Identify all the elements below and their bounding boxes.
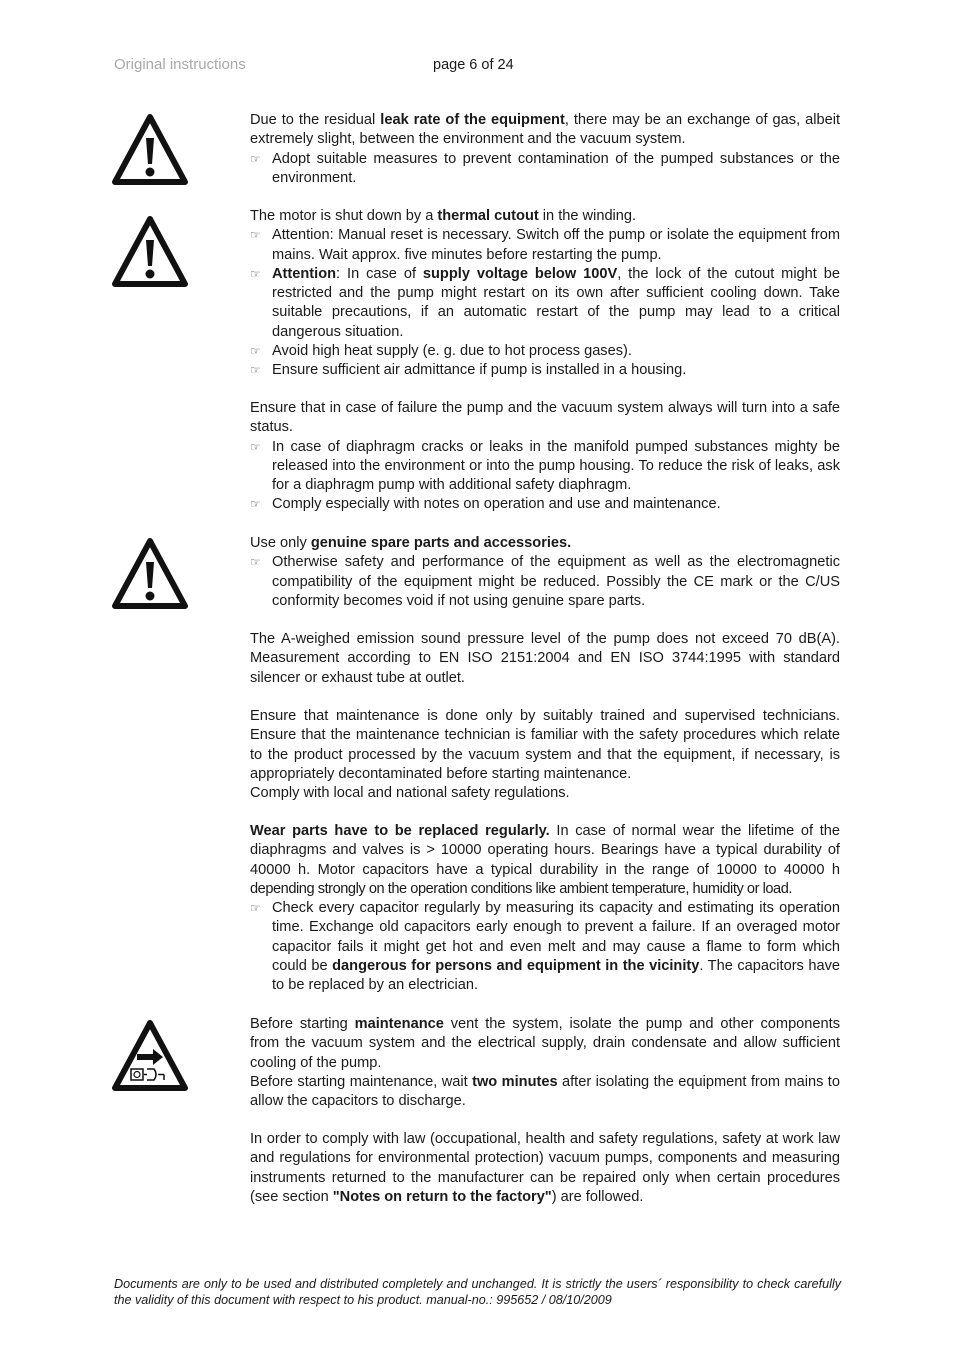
bullet-item: ☞ Comply especially with notes on operation and use and maintenance. (250, 495, 840, 514)
bullet-item: ☞ In case of diaphragm cracks or leaks in the manifold pumped substances mighty be released into the environment or into the pump housing. To reduce the risk of leaks, ask for a diaphragm pump with additional safety diaphragm. (250, 438, 840, 494)
section-failure-safety (250, 399, 840, 515)
pointing-hand-icon: ☞ (250, 344, 261, 359)
section-wear-parts (250, 822, 840, 996)
paragraph: The motor is shut down by a thermal cutout in the winding. (250, 208, 637, 224)
pointing-hand-icon: ☞ (250, 439, 261, 454)
bullet-item: ☞ Otherwise safety and performance of the equipment as well as the electromagnetic compatibility of the equipment might be reduced. Possibly the CE mark or the C/US conformity becomes void if not using genuine spare parts. (250, 554, 840, 609)
paragraph: Comply with local and national safety regulations. (250, 785, 570, 802)
bullet-item: ☞ Ensure sufficient air admittance if pump is installed in a housing. (250, 361, 840, 380)
paragraph: Ensure that maintenance is done only by suitably trained and supervised technicians. Ensure that the maintenance technician is familiar with the safety procedures which relate to the product processed by the vacuum system and that the equipment, if necessary, is appropriately decontaminated before starting maintenance. (250, 708, 840, 782)
paragraph: Use only genuine spare parts and accessories. (250, 535, 572, 551)
paragraph: The A-weighed emission sound pressure level of the pump does not exceed 70 dB(A). Measurement according to EN ISO 2151:2004 and EN ISO 3744:1995 with standard silencer or exhaust tube at outlet. (250, 631, 840, 686)
paragraph: Before starting maintenance vent the system, isolate the pump and other components from the vacuum system and the electrical supply, drain condensate and allow sufficient cooling of the pump. (250, 1016, 841, 1071)
pointing-hand-icon: ☞ (250, 555, 261, 570)
section-before-maintenance (250, 1015, 840, 1111)
warning-triangle-icon (110, 536, 190, 612)
paragraph: Ensure that in case of failure the pump and the vacuum system always will turn into a safe status. (250, 400, 840, 436)
bullet-item: ☞ Attention: Manual reset is necessary. Switch off the pump or isolate the equipment from mains. Wait approx. five minutes before restarting the pump. (250, 227, 840, 263)
paragraph: In order to comply with law (occupational, health and safety regulations, safety at work law and regulations for environmental protection) vacuum pumps, components and measuring instruments returned to the manufacturer can be repaired only when certain procedures (see section "Notes on return to the factory") are followed. (250, 1131, 840, 1205)
bullet-item: ☞ Adopt suitable measures to prevent contamination of the pumped substances or the environment. (250, 150, 840, 186)
section-sound-pressure (250, 630, 840, 688)
section-spare-parts (250, 534, 840, 611)
section-return-procedure (250, 1130, 840, 1207)
section-leak-rate (250, 111, 840, 188)
page-number: page 6 of 24 (433, 57, 514, 73)
section-maintenance-staff (250, 707, 840, 803)
pointing-hand-icon: ☞ (250, 363, 261, 378)
pointing-hand-icon: ☞ (250, 228, 261, 243)
footer-disclaimer: Documents are only to be used and distributed completely and unchanged. It is strictly the users´ responsibility to check carefully the validity of this document with respect to his product. manual-no.: 995652 / 08/10/2009 (114, 1277, 841, 1307)
bullet-item: ☞ Attention: In case of supply voltage below 100V, the lock of the cutout might be restricted and the pump might restart on its own after sufficient cooling down. Take suitable precautions, if an automatic restart of the pump may lead to a critical dangerous situation. (250, 265, 840, 340)
bullet-item: ☞ Check every capacitor regularly by measuring its capacity and estimating its operation time. Exchange old capacitors early enough to prevent a failure. If an overaged motor capacitor fails it might get hot and even melt and may cause a flame to form which could be dangerous for persons and equipment in the vicinity. The capacitors have to be replaced by an electrician. (250, 900, 841, 994)
warning-triangle-icon (110, 112, 190, 188)
warning-triangle-icon (110, 214, 190, 290)
pointing-hand-icon: ☞ (250, 151, 261, 166)
pointing-hand-icon: ☞ (250, 266, 261, 281)
paragraph: Before starting maintenance, wait two minutes after isolating the equipment from mains to allow the capacitors to discharge. (250, 1073, 840, 1110)
bullet-item: ☞ Avoid high heat supply (e. g. due to hot process gases). (250, 342, 840, 361)
header-document-type: Original instructions (114, 56, 246, 73)
pointing-hand-icon: ☞ (250, 497, 261, 512)
maintenance-disconnect-icon (110, 1018, 190, 1094)
section-thermal-cutout (250, 207, 840, 381)
pointing-hand-icon: ☞ (250, 901, 261, 916)
paragraph: Due to the residual leak rate of the equipment, there may be an exchange of gas, albeit extremely slight, between the environment and the vacuum system. (250, 112, 840, 148)
paragraph: Wear parts have to be replaced regularly. In case of normal wear the lifetime of the diaphragms and valves is > 10000 operating hours. Bearings have a typical durability of 40000 h. Motor capacitors have a typical durability in the range of 10000 to 40000 h depending strongly on the operation conditions like ambient temperature, humidity or load. (250, 823, 841, 897)
